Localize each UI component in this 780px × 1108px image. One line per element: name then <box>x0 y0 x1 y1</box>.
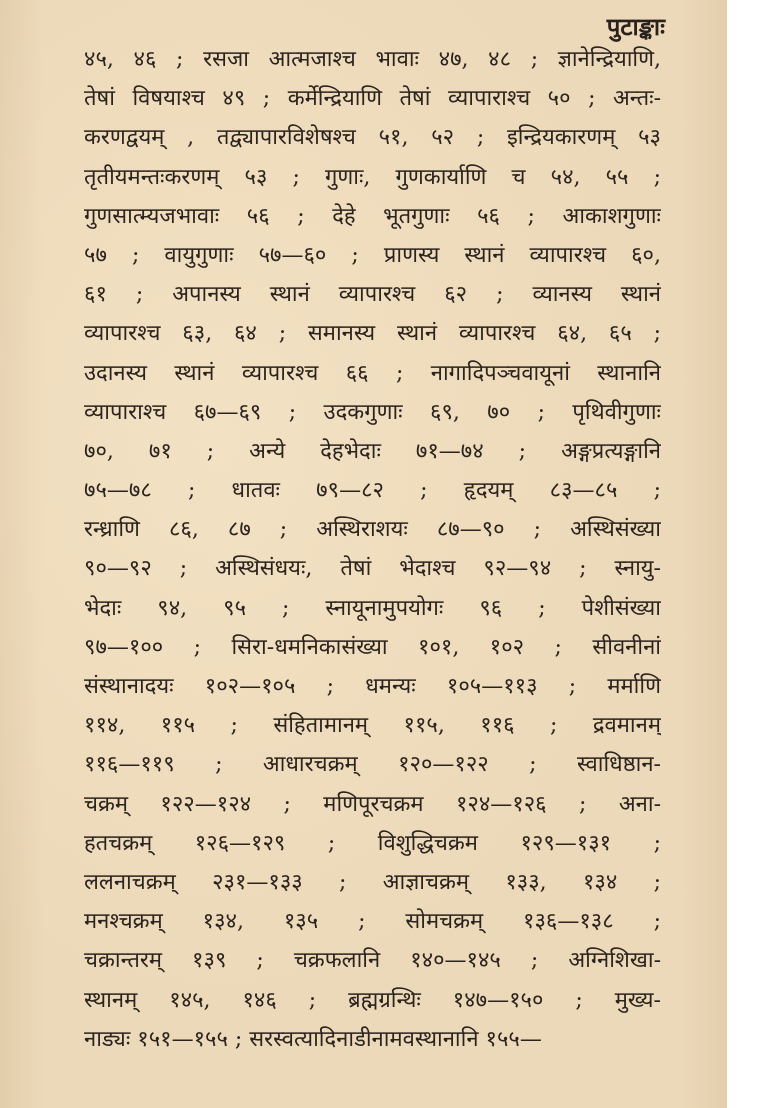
text-line: ५७ ; वायुगुणाः ५७—६० ; प्राणस्य स्थानं व्यापारश्च ६०, <box>84 242 661 268</box>
text-line: मनश्चक्रम् १३४, १३५ ; सोमचक्रम् १३६—१३८ ; <box>84 909 661 935</box>
text-line: चक्रान्तरम् १३९ ; चक्रफलानि १४०—१४५ ; अग्निशिखा- <box>84 948 661 974</box>
text-line: ११४, ११५ ; संहितामानम् ११५, ११६ ; द्रवमानम् <box>84 713 661 739</box>
text-line: ७५—७८ ; धातवः ७९—८२ ; हृदयम् ८३—८५ ; <box>84 478 661 504</box>
text-line: स्थानम् १४५, १४६ ; ब्रह्मग्रन्थिः १४७—१५० ; मुख्य- <box>84 987 661 1013</box>
text-line: संस्थानादयः १०२—१०५ ; धमन्यः १०५—११३ ; मर्माणि <box>84 674 661 699</box>
text-line: ४५, ४६ ; रसजा आत्मजाश्च भावाः ४७, ४८ ; ज्ञानेन्द्रियाणि, <box>84 47 661 72</box>
text-line: चक्रम् १२२—१२४ ; मणिपूरचक्रम १२४—१२६ ; अना- <box>84 791 661 817</box>
text-line: रन्ध्राणि ८६, ८७ ; अस्थिराशयः ८७—९० ; अस्थिसंख्या <box>84 517 661 543</box>
text-line: ९७—१०० ; सिरा-धमनिकासंख्या १०१, १०२ ; सीवनीनां <box>84 634 661 660</box>
text-line: ललनाचक्रम् २३१—१३३ ; आज्ञाचक्रम् १३३, १३४ ; <box>84 869 661 895</box>
text-line: उदानस्य स्थानं व्यापारश्च ६६ ; नागादिपञ्चवायूनां स्थानानि <box>84 360 661 386</box>
text-line: करणद्वयम् , तद्व्यापारविशेषश्च ५१, ५२ ; इन्द्रियकारणम् ५३ <box>84 125 661 151</box>
text-line: हतचक्रम् १२६—१२९ ; विशुद्धिचक्रम १२९—१३१ ; <box>84 830 661 856</box>
index-text-body <box>84 40 661 1059</box>
text-line: ६१ ; अपानस्य स्थानं व्यापारश्च ६२ ; व्यानस्य स्थानं <box>84 282 661 308</box>
text-line: ९०—९२ ; अस्थिसंधयः, तेषां भेदाश्च ९२—९४ ; स्नायु- <box>84 556 661 582</box>
text-line: व्यापाराश्च ६७—६९ ; उदकगुणाः ६९, ७० ; पृथिवीगुणाः <box>84 399 661 425</box>
text-line: व्यापारश्च ६३, ६४ ; समानस्य स्थानं व्यापारश्च ६४, ६५ ; <box>84 321 661 347</box>
text-line: तृतीयमन्तःकरणम् ५३ ; गुणाः, गुणकार्याणि च ५४, ५५ ; <box>84 164 661 190</box>
text-line: गुणसात्म्यजभावाः ५६ ; देहे भूतगुणाः ५६ ; आकाशगुणाः <box>84 203 661 229</box>
text-line: ७०, ७१ ; अन्ये देहभेदाः ७१—७४ ; अङ्गप्रत्यङ्गानि <box>84 438 661 464</box>
text-line: नाड्यः १५१—१५५ ; सरस्वत्यादिनाडीनामवस्थानानि १५५— <box>84 1026 542 1052</box>
text-line: तेषां विषयाश्च ४९ ; कर्मेन्द्रियाणि तेषां व्यापाराश्च ५० ; अन्तः- <box>84 86 661 112</box>
text-line: ११६—११९ ; आधारचक्रम् १२०—१२२ ; स्वाधिष्ठान- <box>84 752 661 778</box>
page-header-title: पुटाङ्काः <box>606 12 665 41</box>
text-line: भेदाः ९४, ९५ ; स्नायूनामुपयोगः ९६ ; पेशीसंख्या <box>84 595 661 621</box>
